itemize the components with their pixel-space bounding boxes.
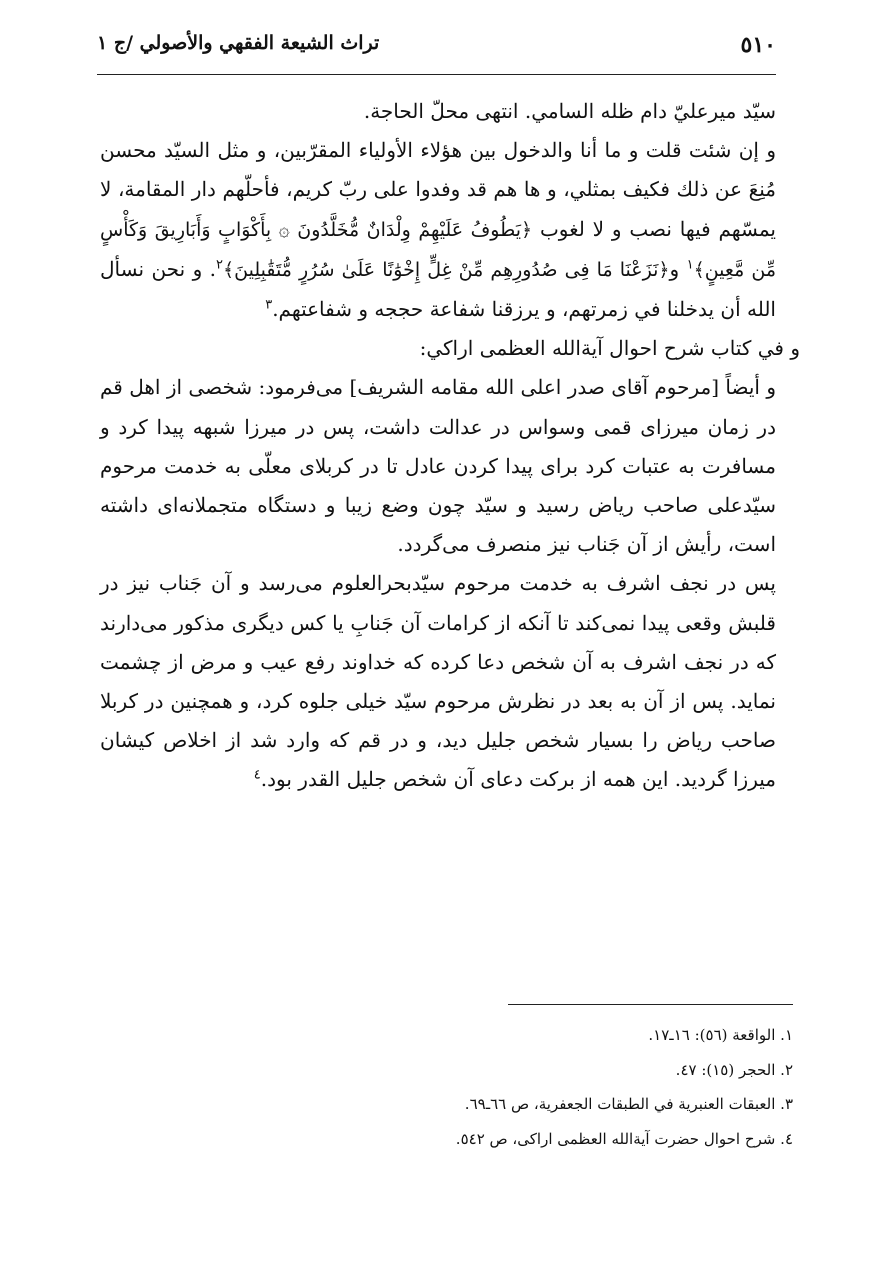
footnote: ١. الواقعة (٥٦): ١٦ـ١٧. bbox=[648, 1026, 793, 1044]
footnote-ref[interactable]: ١ bbox=[686, 257, 694, 273]
footnote: ٤. شرح احوال حضرت آيةالله العظمى اراكى، ص ٥٤٢. bbox=[455, 1129, 793, 1148]
footnote-ref[interactable]: ٤ bbox=[253, 767, 261, 783]
paragraph: و أيضاً [مرحوم آقاى صدر اعلى الله مقامه الشريف] مى‌فرمود: شخصى از اهل قم در زمان ميرزاى قمى وسواس در عدالت داشت، پس در ميرزا شبهه پيدا كرد و مسافرت به عتبات كرد براى پيدا كردن عادل تا در كربلاى معلّى به خدمت مرحوم سيّدعلى صاحب رياض رسيد و سيّد چون وضع زيبا و دستگاه متجملانه‌اى داشته است، رأيش از آن جَناب نيز منصرف مى‌گردد. bbox=[100, 375, 776, 557]
quran-verse: ﴿يَطُوفُ عَلَيْهِمْ وِلْدَانٌ مُّخَلَّدُونَ ۞ بِأَكْوَابٍ وَأَبَارِيقَ وَكَأْسٍ مِّن مَّعِينٍ﴾ bbox=[100, 218, 776, 281]
footnote-divider bbox=[508, 1004, 793, 1005]
paragraph: سيّد ميرعليّ دام ظله السامي. انتهى محلّ الحاجة. bbox=[363, 99, 776, 123]
header-divider bbox=[97, 74, 776, 75]
running-title: تراث الشيعة الفقهي والأصولي /ج ١ bbox=[97, 32, 380, 54]
page-header bbox=[97, 30, 776, 72]
paragraph: و إن شئت قلت و ما أنا والدخول بين هؤلاء الأولياء المقرّبين، و مثل السيّد محسن مُنِعَ عن ذلك فكيف بمثلي، و ها هم قد وفدوا على ربّ كريم، فأحلّهم دار المقامة، لا يمسّهم فيها نصب و لا لغوب ﴿يَطُوفُ عَلَيْهِمْ وِلْدَانٌ مُّخَلَّدُونَ ۞ بِأَكْوَابٍ وَأَبَارِيقَ وَكَأْسٍ مِّن مَّعِينٍ﴾$^١$ و﴿نَزَعْنَا مَا فِى صُدُورِهِم مِّنْ غِلٍّ إِخْوَٰنًا عَلَىٰ سُرُرٍ مُّتَقَٰبِلِينَ﴾$^٢$. و نحن نسأل الله أن يدخلنا في زمرتهم، و يرزقنا شفاعة حججه و شفاعتهم.$^٣$ bbox=[100, 138, 777, 322]
footnotes bbox=[100, 1018, 793, 1156]
footnote-ref[interactable]: ٣ bbox=[265, 297, 273, 313]
paragraph: پس در نجف اشرف به خدمت مرحوم سيّدبحرالعلوم مى‌رسد و آن جَناب نيز در قلبش وقعى پيدا نمى‌كند تا آنكه از كرامات آن جَنابِ يا كس ديگرى مذكور مى‌دارند كه در نجف اشرف به آن شخص دعا كرده كه خداوند رفع عيب و مرض از چشمت نمايد. پس از آن به بعد در نظرش مرحوم سيّد خيلى جلوه كرد، و همچنين در كربلا صاحب رياض را بسيار شخص جليل ديد، و در قم كه وارد شد از اخلاص كيشان ميرزا گرديد. اين همه از بركت دعاى آن شخص جليل القدر بود.$^٤$ bbox=[100, 571, 776, 792]
footnote: ٣. العبقات العنبرية في الطبقات الجعفرية، ص ٦٦ـ٦٩. bbox=[464, 1095, 793, 1113]
footnote: ٢. الحجر (١٥): ٤٧. bbox=[675, 1060, 793, 1079]
main-text bbox=[100, 92, 800, 800]
paragraph: و في كتاب شرح احوال آيةالله العظمى اراكي: bbox=[419, 336, 800, 361]
page-number: ٥١٠ bbox=[740, 32, 776, 58]
footnote-ref[interactable]: ٢ bbox=[216, 257, 223, 273]
quran-verse: ﴿نَزَعْنَا مَا فِى صُدُورِهِم مِّنْ غِلٍّ إِخْوَٰنًا عَلَىٰ سُرُرٍ مُّتَقَٰبِلِينَ﴾ bbox=[223, 258, 670, 281]
